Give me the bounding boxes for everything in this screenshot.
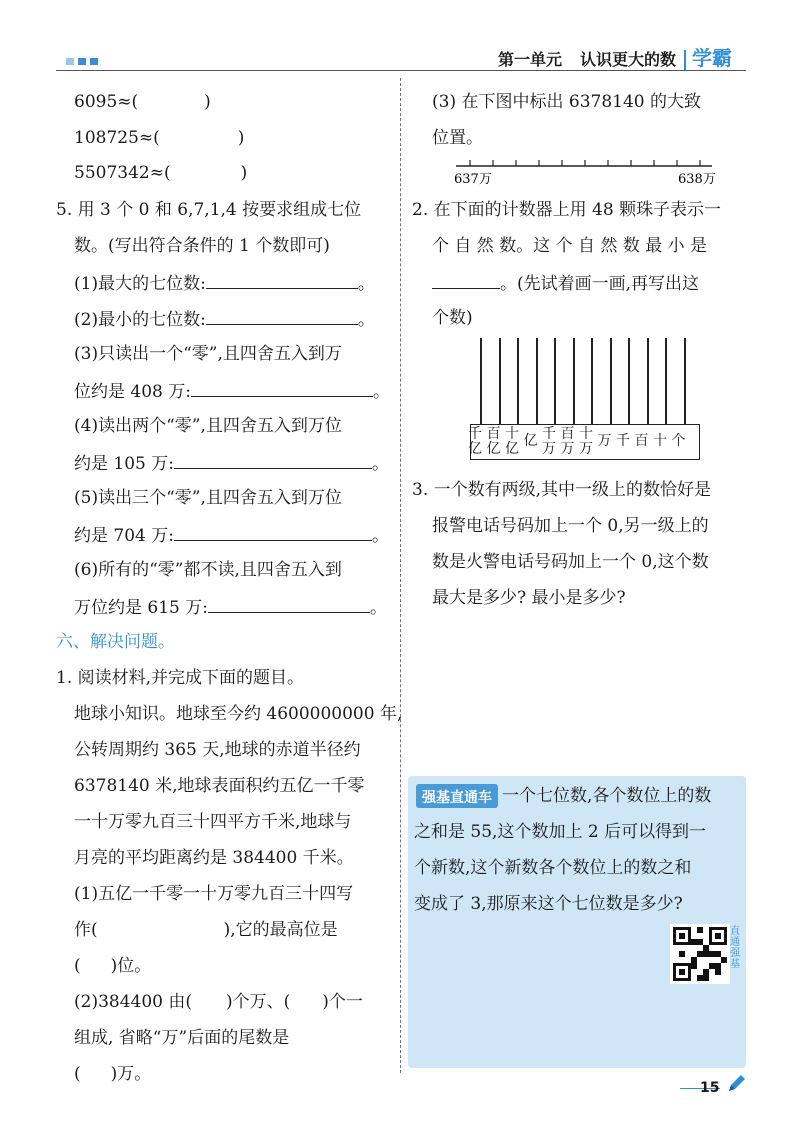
- approx-2: [74, 128, 244, 148]
- challenge-tag: [416, 784, 498, 808]
- header-topic: 认识更大的数: [580, 50, 677, 69]
- abacus-rod[interactable]: [536, 338, 538, 424]
- q5-item-6-l1: (6)所有的“零”都不读,且四舍五入到: [74, 560, 342, 580]
- abacus-place-label: [522, 434, 540, 449]
- abacus-place-label: [540, 427, 558, 457]
- p3-line3: 数是火警电话号码加上一个 0,这个数: [432, 552, 709, 572]
- q5-item-3-text: 位约是 408 万:: [74, 382, 191, 402]
- challenge-line2: 之和是 55,这个数加上 2 后可以得到一: [414, 822, 707, 842]
- abacus-place-label: [614, 434, 632, 449]
- abacus-place-label-top: 万: [597, 433, 612, 449]
- p3-line4: 最大是多少? 最小是多少?: [432, 588, 626, 608]
- p1-title: 1. 阅读材料,并完成下面的题目。: [56, 668, 305, 688]
- p1-q2-open: (: [74, 1064, 81, 1084]
- challenge-tag-label: 强基直通车: [422, 790, 492, 806]
- number-line-ticks: [470, 160, 700, 166]
- period: 。: [369, 598, 387, 618]
- abacus-place-label: [670, 434, 688, 449]
- abacus-place-label-bottom: 万: [579, 441, 593, 457]
- p1-q2-line2: 组成, 省略“万”后面的尾数是: [74, 1028, 290, 1048]
- period: 。: [357, 274, 375, 294]
- challenge-line4: 变成了 3,那原来这个七位数是多少?: [414, 894, 683, 914]
- answer-blank[interactable]: [191, 380, 373, 397]
- abacus-rod[interactable]: [647, 338, 649, 424]
- abacus-place-label: [633, 434, 651, 449]
- q5-item-2-text: (2)最小的七位数:: [74, 310, 206, 330]
- header-deco-square: [78, 58, 86, 65]
- q5-item-6-l2: [74, 596, 387, 618]
- abacus-place-label-top: 亿: [523, 433, 538, 449]
- qr-caption-text: 直通强基: [730, 926, 740, 970]
- page-number: 15: [700, 1080, 720, 1096]
- q5-item-2: [74, 308, 375, 330]
- qr-caption: [730, 926, 742, 970]
- period: 。: [357, 310, 375, 330]
- abacus-place-label: [503, 427, 521, 457]
- q5-item-4-l2: [74, 452, 389, 474]
- q5-item-5-l1: (5)读出三个“零”,且四舍五入到万位: [74, 488, 342, 508]
- p1-q1-line3: [74, 956, 151, 976]
- q5-item-4-text: 约是 105 万:: [74, 454, 174, 474]
- period: 。: [372, 382, 390, 402]
- counting-frame[interactable]: [468, 338, 708, 460]
- q5-item-5-text: 约是 704 万:: [74, 526, 174, 546]
- header-unit: 第一单元: [498, 50, 563, 69]
- abacus-rod[interactable]: [610, 338, 612, 424]
- p2-line2: 个 自 然 数。这 个 自 然 数 最 小 是: [432, 236, 708, 256]
- approx-3: [74, 163, 247, 183]
- abacus-place-label: [559, 427, 577, 457]
- abacus-place-label-bottom: 万: [560, 441, 575, 457]
- approx-3-label: 5507342≈(: [74, 163, 171, 183]
- abacus-place-label-bottom: 亿: [468, 441, 482, 457]
- abacus-rod[interactable]: [628, 338, 630, 424]
- q5-item-4-l1: (4)读出两个“零”,且四舍五入到万位: [74, 416, 342, 436]
- p2-line1: 2. 在下面的计数器上用 48 颗珠子表示一: [412, 200, 722, 220]
- approx-2-close: ): [237, 128, 245, 148]
- abacus-place-label: [466, 427, 484, 457]
- p1-q1-end: )位。: [110, 956, 152, 976]
- abacus-place-label-bottom: 亿: [486, 441, 501, 457]
- answer-blank[interactable]: [174, 452, 372, 469]
- period: 。: [371, 526, 389, 546]
- abacus-rod[interactable]: [591, 338, 593, 424]
- header-deco-square: [90, 58, 98, 65]
- abacus-rod[interactable]: [684, 338, 686, 424]
- header-brand-bar: [684, 50, 686, 70]
- number-line[interactable]: [450, 150, 720, 190]
- challenge-line3: 个新数,这个新数各个数位上的数之和: [414, 858, 692, 878]
- answer-blank[interactable]: [174, 524, 372, 541]
- p2-line4: 个数): [432, 308, 473, 328]
- p1-q2-line1: [74, 992, 363, 1012]
- p1-material-5: 月亮的平均距离约是 384400 千米。: [74, 848, 354, 868]
- q5-item-6-text: 万位约是 615 万:: [74, 598, 208, 618]
- abacus-place-label-top: 百: [486, 426, 501, 442]
- abacus-place-label-top: 千: [616, 433, 630, 449]
- p3-line1: 3. 一个数有两级,其中一级上的数恰好是: [412, 480, 712, 500]
- number-line-end-label: 638万: [678, 172, 716, 187]
- abacus-place-label-top: 十: [505, 426, 519, 442]
- abacus-place-label-top: 十: [653, 433, 667, 449]
- p1-q1-open: 作(: [74, 920, 98, 940]
- pencil-icon: [726, 1072, 748, 1094]
- header-rule: [56, 70, 746, 71]
- abacus-rod[interactable]: [665, 338, 667, 424]
- approx-1-close: ): [204, 92, 211, 112]
- header-deco-square: [66, 58, 74, 65]
- p1-q1-line2: [74, 920, 338, 940]
- abacus-place-label-top: 千: [468, 426, 482, 442]
- challenge-box: [408, 776, 746, 1068]
- abacus-place-label-top: 百: [560, 426, 575, 442]
- p1-q2-line3: [74, 1064, 151, 1084]
- p1-q2-a: (2)384400 由(: [74, 992, 193, 1012]
- p1-q2-c: )个一: [322, 992, 363, 1012]
- p1-material-3: 6378140 米,地球表面积约五亿一千零: [74, 776, 365, 796]
- challenge-line1: 一个七位数,各个数位上的数: [502, 786, 712, 806]
- header-brand: 学霸: [692, 46, 732, 70]
- p2-line3: [432, 272, 699, 294]
- section-6-heading: 六、解决问题。: [56, 632, 175, 652]
- p3-line2: 报警电话号码加上一个 0,另一级上的: [432, 516, 709, 536]
- abacus-place-label: [651, 434, 669, 449]
- q3-line2: 位置。: [432, 128, 483, 148]
- q5-line1: 5. 用 3 个 0 和 6,7,1,4 按要求组成七位: [56, 200, 362, 220]
- approx-3-close: ): [240, 163, 248, 183]
- p1-material-4: 一十万零九百三十四平方千米,地球与: [74, 812, 352, 832]
- abacus-rod[interactable]: [554, 338, 556, 424]
- column-divider: [400, 78, 401, 1073]
- period: 。: [371, 454, 389, 474]
- answer-blank[interactable]: [432, 272, 500, 289]
- abacus-place-label-top: 个: [671, 433, 686, 449]
- abacus-place-label: [577, 427, 595, 457]
- q5-item-3-l1: (3)只读出一个“零”,且四舍五入到万: [74, 344, 342, 364]
- abacus-rod[interactable]: [480, 338, 482, 424]
- abacus-rod[interactable]: [499, 338, 501, 424]
- p1-q2-end: )万。: [110, 1064, 152, 1084]
- p1-q1-open2: (: [74, 956, 81, 976]
- answer-blank[interactable]: [208, 596, 370, 613]
- q5-item-3-l2: [74, 380, 390, 402]
- q5-line2: 数。(写出符合条件的 1 个数即可): [74, 236, 330, 256]
- p2-line3-text: 。(先试着画一画,再写出这: [500, 274, 700, 294]
- abacus-place-label-bottom: 亿: [505, 441, 519, 457]
- q3-line1: (3) 在下图中标出 6378140 的大致: [432, 92, 702, 112]
- number-line-start-label: 637万: [454, 172, 492, 187]
- abacus-place-label-top: 千: [542, 426, 556, 442]
- p1-material-2: 公转周期约 365 天,地球的赤道半径约: [74, 740, 361, 760]
- abacus-place-label: [596, 434, 614, 449]
- approx-2-label: 108725≈(: [74, 128, 160, 148]
- abacus-place-label-top: 十: [579, 426, 593, 442]
- p1-q1-line1: (1)五亿一千零一十万零九百三十四写: [74, 884, 354, 904]
- approx-1-label: 6095≈(: [74, 92, 139, 112]
- p1-q2-b: )个万、(: [226, 992, 291, 1012]
- q5-item-5-l2: [74, 524, 389, 546]
- abacus-place-label-bottom: 万: [542, 441, 556, 457]
- abacus-rod[interactable]: [573, 338, 575, 424]
- p1-material-1: 地球小知识。地球至今约 4600000000 年,: [74, 704, 403, 724]
- p1-q1-mid: ),它的最高位是: [223, 920, 338, 940]
- qr-code-icon[interactable]: [670, 924, 730, 984]
- abacus-base: [470, 424, 700, 460]
- abacus-place-label: [485, 427, 503, 457]
- answer-blank[interactable]: [206, 272, 358, 289]
- abacus-rod[interactable]: [517, 338, 519, 424]
- q5-item-1-text: (1)最大的七位数:: [74, 274, 206, 294]
- answer-blank[interactable]: [206, 308, 358, 325]
- approx-1: [74, 92, 211, 112]
- abacus-place-label-top: 百: [634, 433, 649, 449]
- q5-item-1: [74, 272, 375, 294]
